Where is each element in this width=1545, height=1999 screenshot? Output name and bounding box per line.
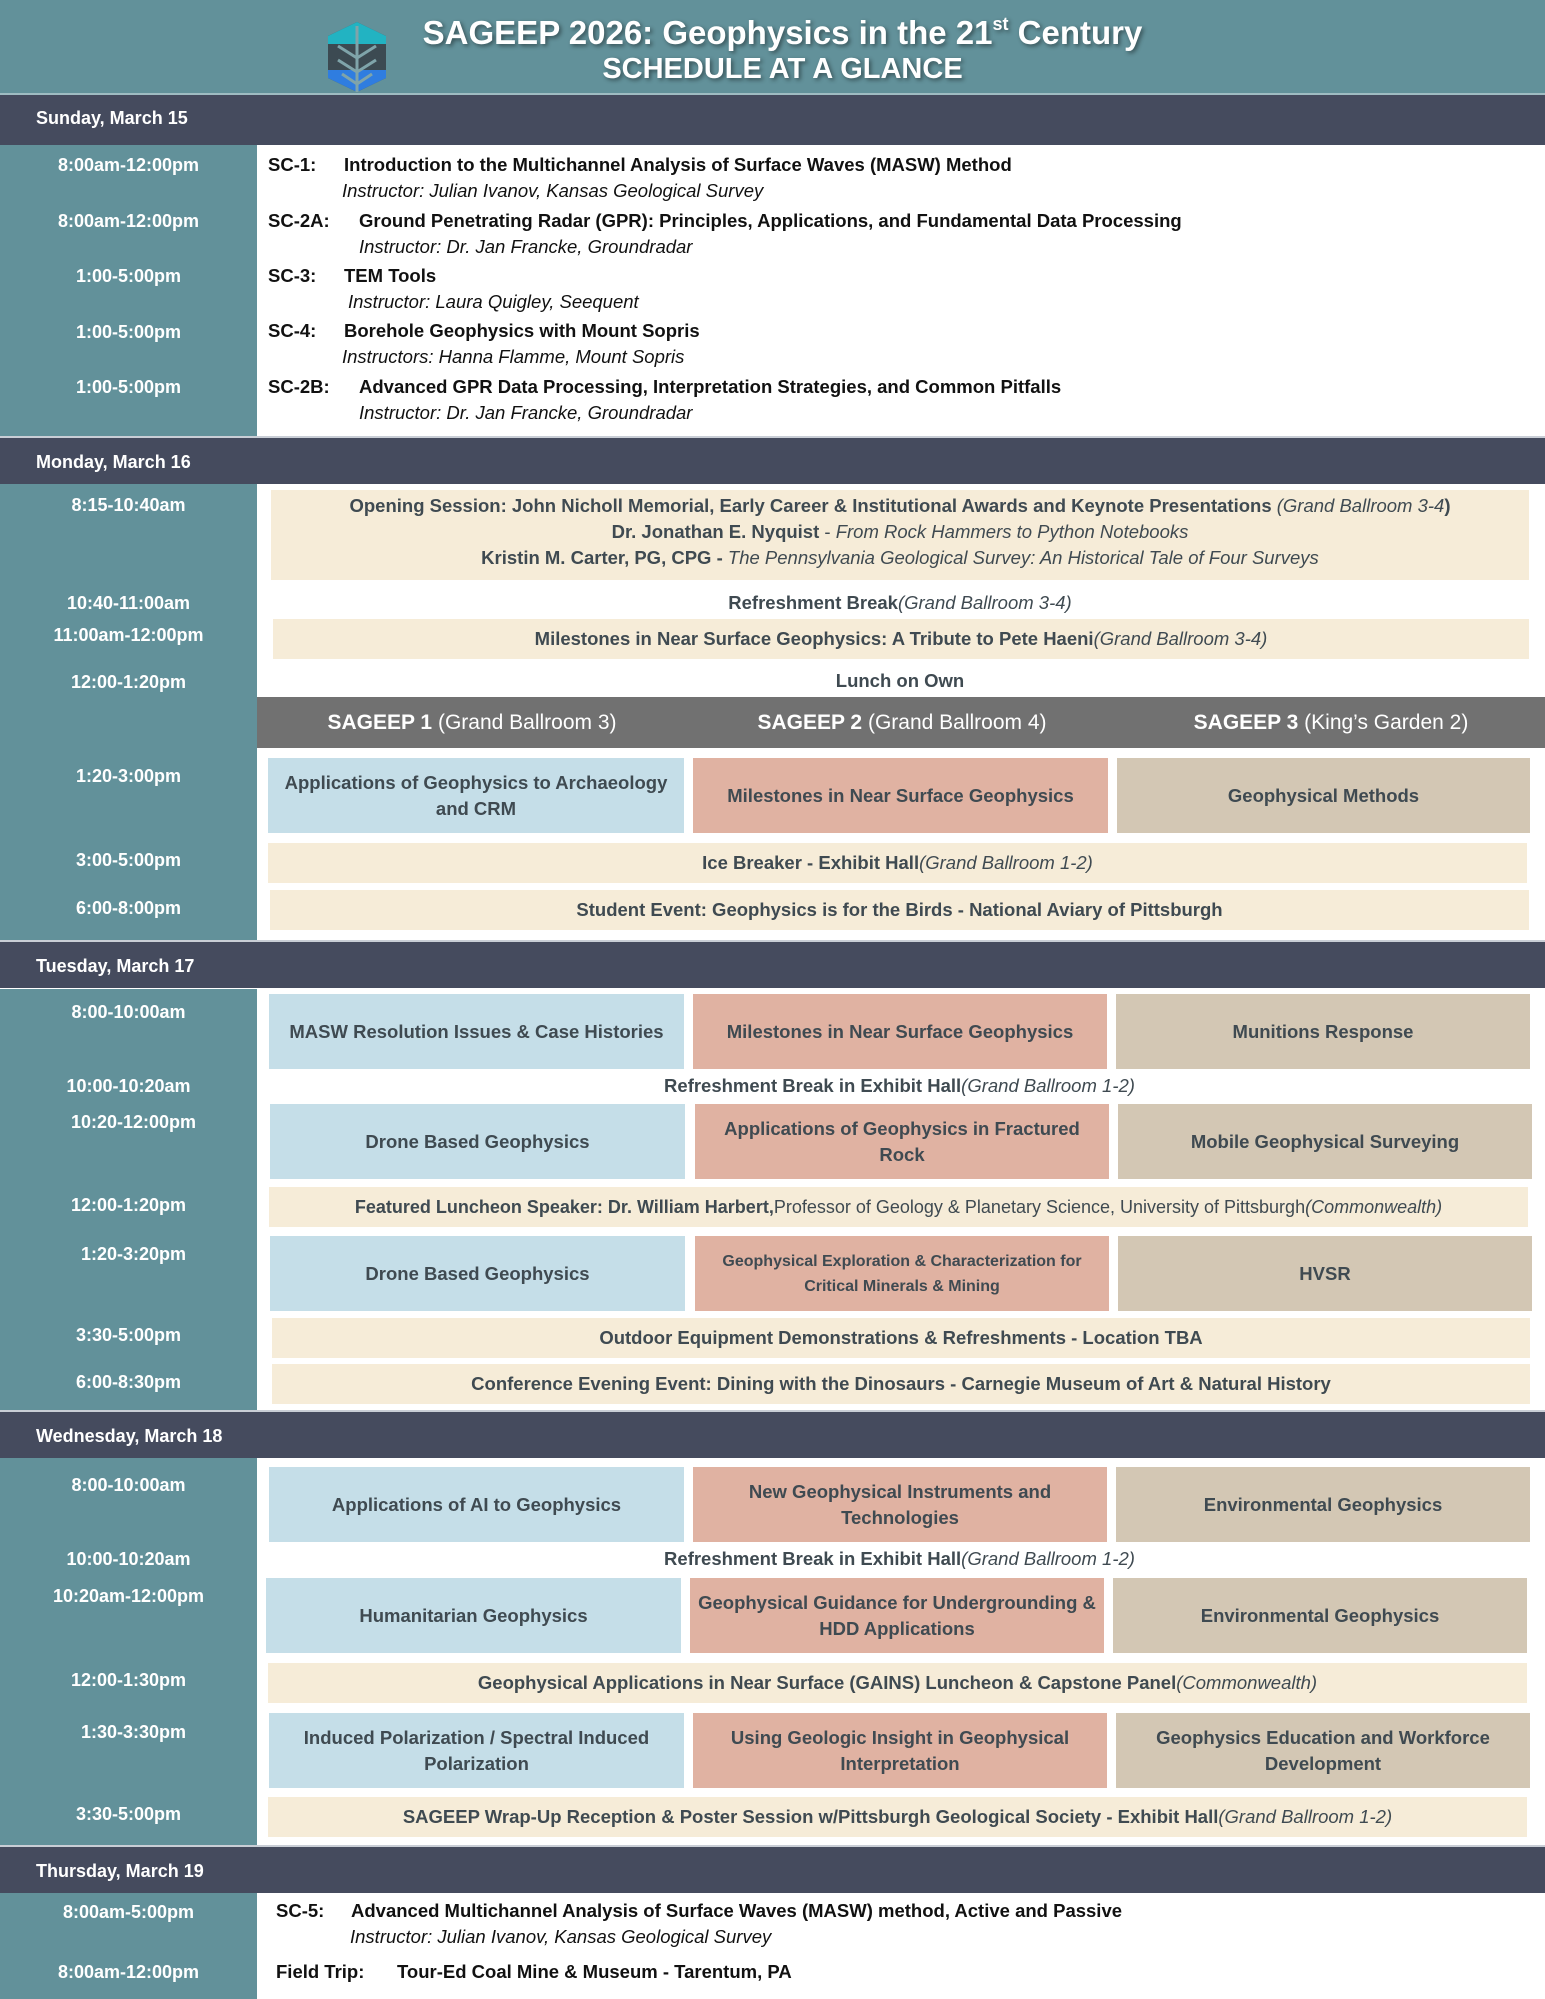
- opening-session-title: [349, 493, 1450, 519]
- event-location: (Grand Ballroom 1-2): [1218, 1806, 1393, 1827]
- course-sc-4: [268, 320, 700, 342]
- time-label: 3:30-5:00pm: [75, 1804, 182, 1824]
- day-header-thursday: Thursday, March 19: [0, 1845, 1545, 1893]
- field-trip-title: Tour-Ed Coal Mine & Museum - Tarentum, PA: [397, 1961, 792, 1982]
- time-label: 10:20am-12:00pm: [52, 1586, 205, 1606]
- time-label: 10:40-11:00am: [66, 593, 191, 613]
- track-block-sageep-3: Geophysics Education and Workforce Development: [1116, 1713, 1530, 1788]
- opening-close-paren: ): [1444, 495, 1451, 516]
- event-location: (Grand Ballroom 1-2): [961, 1075, 1135, 1096]
- track-block-sageep-2: Milestones in Near Surface Geophysics: [693, 994, 1107, 1069]
- time-label: 1:00-5:00pm: [75, 322, 182, 342]
- track-block-sageep-1: Drone Based Geophysics: [270, 1104, 685, 1179]
- keynote-speaker-2: [481, 545, 1319, 571]
- course-sc-2b: [268, 376, 1061, 398]
- course-sc-3: [268, 265, 436, 287]
- course-code: SC-1:: [268, 154, 317, 175]
- course-instructor: Instructor: Laura Quigley, Seequent: [348, 291, 639, 312]
- course-title: Advanced GPR Data Processing, Interpretation Strategies, and Common Pitfalls: [359, 376, 1062, 397]
- event-title: Refreshment Break in Exhibit Hall: [664, 1548, 962, 1569]
- course-code: SC-4:: [268, 320, 317, 341]
- course-title: TEM Tools: [344, 265, 437, 286]
- refreshment-break: [269, 1073, 1530, 1099]
- room-name: SAGEEP 3: [1193, 711, 1299, 734]
- track-block-sageep-1: Humanitarian Geophysics: [266, 1578, 681, 1653]
- event-location: (Grand Ballroom 3-4): [897, 592, 1072, 613]
- gains-luncheon-block: [268, 1663, 1527, 1703]
- title-superscript: st: [992, 14, 1009, 34]
- time-label: 3:30-5:00pm: [75, 1325, 182, 1345]
- time-label: 1:00-5:00pm: [75, 377, 182, 397]
- talk-title: The Pennsylvania Geological Survey: An Historical Tale of Four Surveys: [727, 547, 1319, 568]
- time-label: 12:00-1:20pm: [70, 672, 187, 692]
- track-block-sageep-2: New Geophysical Instruments and Technologies: [693, 1467, 1107, 1542]
- event-title: Milestones in Near Surface Geophysics: A Tribute to Pete Haeni: [534, 628, 1094, 649]
- event-title: Geophysical Applications in Near Surface (GAINS) Luncheon & Capstone Panel: [477, 1672, 1177, 1693]
- time-label: 8:15-10:40am: [71, 495, 186, 515]
- time-label: 8:00-10:00am: [71, 1475, 186, 1495]
- opening-session-block: [271, 490, 1529, 580]
- course-code: SC-3:: [268, 265, 317, 286]
- track-block-sageep-2: Geophysical Exploration & Characterization for Critical Minerals & Mining: [695, 1236, 1109, 1311]
- day-header-wednesday: Wednesday, March 18: [0, 1410, 1545, 1458]
- time-label: 1:20-3:00pm: [75, 766, 182, 786]
- student-event-block: Student Event: Geophysics is for the Birds - National Aviary of Pittsburgh: [270, 890, 1529, 930]
- event-location: (Commonwealth): [1305, 1197, 1443, 1217]
- keynote-speaker-1: [612, 519, 1189, 545]
- track-block-sageep-1: Applications of AI to Geophysics: [269, 1467, 684, 1542]
- evening-event-block: Conference Evening Event: Dining with the Dinosaurs - Carnegie Museum of Art & Natural History: [272, 1364, 1530, 1404]
- featured-luncheon-block: [269, 1187, 1528, 1227]
- track-block-sageep-3: Environmental Geophysics: [1113, 1578, 1527, 1653]
- course-instructor: Instructor: Dr. Jan Francke, Groundradar: [359, 236, 693, 257]
- time-label: 8:00am-12:00pm: [57, 1962, 200, 1982]
- time-label: 12:00-1:30pm: [70, 1670, 187, 1690]
- lunch-on-own: Lunch on Own: [835, 670, 965, 691]
- course-sc-5: [276, 1900, 1122, 1922]
- time-label: 10:00-10:20am: [66, 1549, 191, 1569]
- day-header-tuesday: Tuesday, March 17: [0, 940, 1545, 988]
- track-block-sageep-3: Geophysical Methods: [1117, 758, 1530, 833]
- time-label: 8:00am-12:00pm: [57, 211, 200, 231]
- event-location: (Commonwealth): [1176, 1672, 1318, 1693]
- course-title: Ground Penetrating Radar (GPR): Principles, Applications, and Fundamental Data Processing: [359, 210, 1182, 231]
- track-block-sageep-1: Drone Based Geophysics: [270, 1236, 685, 1311]
- event-title: SAGEEP Wrap-Up Reception & Poster Session w/Pittsburgh Geological Society - Exhibit Hall: [402, 1806, 1219, 1827]
- track-block-sageep-3: Environmental Geophysics: [1116, 1467, 1530, 1542]
- time-label: 1:30-3:30pm: [80, 1722, 187, 1742]
- time-column: [0, 484, 257, 940]
- time-label: 1:00-5:00pm: [75, 266, 182, 286]
- course-instructor: Instructor: Julian Ivanov, Kansas Geological Survey: [342, 180, 764, 201]
- talk-title: From Rock Hammers to Python Notebooks: [835, 521, 1189, 542]
- time-label: 6:00-8:30pm: [75, 1372, 182, 1392]
- track-block-sageep-3: Munitions Response: [1116, 994, 1530, 1069]
- track-block-sageep-1: Induced Polarization / Spectral Induced Polarization: [269, 1713, 684, 1788]
- refreshment-break: [271, 590, 1529, 616]
- course-code: SC-2A:: [268, 210, 330, 231]
- track-block-sageep-2: Applications of Geophysics in Fractured Rock: [695, 1104, 1109, 1179]
- course-code: SC-2B:: [268, 376, 330, 397]
- track-block-sageep-2: Geophysical Guidance for Undergrounding & HDD Applications: [690, 1578, 1104, 1653]
- event-location: (Grand Ballroom 1-2): [961, 1548, 1135, 1569]
- time-label: 10:20-12:00pm: [70, 1112, 197, 1132]
- event-location: (Grand Ballroom 3-4): [1093, 628, 1268, 649]
- equipment-demos-block: Outdoor Equipment Demonstrations & Refreshments - Location TBA: [272, 1318, 1530, 1358]
- room-location: (King’s Garden 2): [1298, 711, 1469, 734]
- opening-location: (Grand Ballroom 3-4: [1276, 495, 1445, 516]
- track-block-sageep-3: Mobile Geophysical Surveying: [1118, 1104, 1532, 1179]
- room-sageep-3: [1117, 697, 1545, 748]
- opening-title-text: Opening Session: John Nicholl Memorial, Early Career & Institutional Awards and Keynote Presentations: [349, 495, 1277, 516]
- course-instructor: Instructors: Hanna Flamme, Mount Sopris: [342, 346, 685, 367]
- speaker-name: Kristin M. Carter, PG, CPG -: [481, 547, 728, 568]
- track-block-sageep-1: MASW Resolution Issues & Case Histories: [269, 994, 684, 1069]
- page-subtitle: SCHEDULE AT A GLANCE: [602, 53, 963, 85]
- speaker-separator: -: [819, 521, 836, 542]
- room-location: (Grand Ballroom 4): [862, 711, 1047, 734]
- luncheon-speaker: Featured Luncheon Speaker: Dr. William Harbert,: [354, 1197, 774, 1217]
- ice-breaker-block: [268, 843, 1527, 883]
- time-label: 3:00-5:00pm: [75, 850, 182, 870]
- course-sc-1: [268, 154, 1012, 176]
- course-instructor: Instructor: Dr. Jan Francke, Groundradar: [359, 402, 693, 423]
- time-label: 8:00-10:00am: [71, 1002, 186, 1022]
- event-location: (Grand Ballroom 1-2): [919, 852, 1093, 873]
- field-trip: [276, 1961, 792, 1983]
- track-block-sageep-1: Applications of Geophysics to Archaeology and CRM: [268, 758, 684, 833]
- course-title: Advanced Multichannel Analysis of Surface Waves (MASW) method, Active and Passive: [351, 1900, 1123, 1921]
- time-label: 8:00am-12:00pm: [57, 155, 200, 175]
- field-trip-label: Field Trip:: [276, 1961, 365, 1982]
- wrap-up-reception-block: [268, 1797, 1527, 1837]
- time-label: 10:00-10:20am: [66, 1076, 191, 1096]
- room-name: SAGEEP 2: [757, 711, 863, 734]
- time-label: 6:00-8:00pm: [75, 898, 182, 918]
- event-title: Ice Breaker - Exhibit Hall: [702, 852, 920, 873]
- time-label: 1:20-3:20pm: [80, 1244, 187, 1264]
- room-sageep-2: [687, 697, 1117, 748]
- title-text-end: Century: [1008, 14, 1143, 51]
- page-title: [0, 14, 1545, 52]
- time-label: 8:00am-5:00pm: [62, 1902, 195, 1922]
- time-label: 11:00am-12:00pm: [53, 625, 204, 645]
- course-sc-2a: [268, 210, 1182, 232]
- room-location: (Grand Ballroom 3): [432, 711, 617, 734]
- luncheon-affiliation: Professor of Geology & Planetary Science, University of Pittsburgh: [773, 1197, 1306, 1217]
- room-sageep-1: [257, 697, 687, 748]
- tribute-session-block: [273, 619, 1529, 659]
- time-column: [0, 1458, 257, 1845]
- course-title: Introduction to the Multichannel Analysis of Surface Waves (MASW) Method: [344, 154, 1012, 175]
- event-title: Refreshment Break: [728, 592, 898, 613]
- course-title: Borehole Geophysics with Mount Sopris: [344, 320, 700, 341]
- course-instructor: Instructor: Julian Ivanov, Kansas Geological Survey: [350, 1926, 772, 1947]
- title-text: SAGEEP 2026: Geophysics in the 21: [422, 14, 993, 51]
- time-label: 12:00-1:20pm: [70, 1195, 187, 1215]
- track-block-sageep-2: Milestones in Near Surface Geophysics: [693, 758, 1108, 833]
- course-code: SC-5:: [276, 1900, 325, 1921]
- track-block-sageep-3: HVSR: [1118, 1236, 1532, 1311]
- track-block-sageep-2: Using Geologic Insight in Geophysical Interpretation: [693, 1713, 1107, 1788]
- day-header-monday: Monday, March 16: [0, 436, 1545, 484]
- refreshment-break: [269, 1546, 1530, 1572]
- room-name: SAGEEP 1: [327, 711, 433, 734]
- day-header-sunday: Sunday, March 15: [0, 95, 1545, 145]
- room-header-row: [257, 697, 1545, 748]
- event-title: Refreshment Break in Exhibit Hall: [664, 1075, 962, 1096]
- speaker-name: Dr. Jonathan E. Nyquist: [611, 521, 820, 542]
